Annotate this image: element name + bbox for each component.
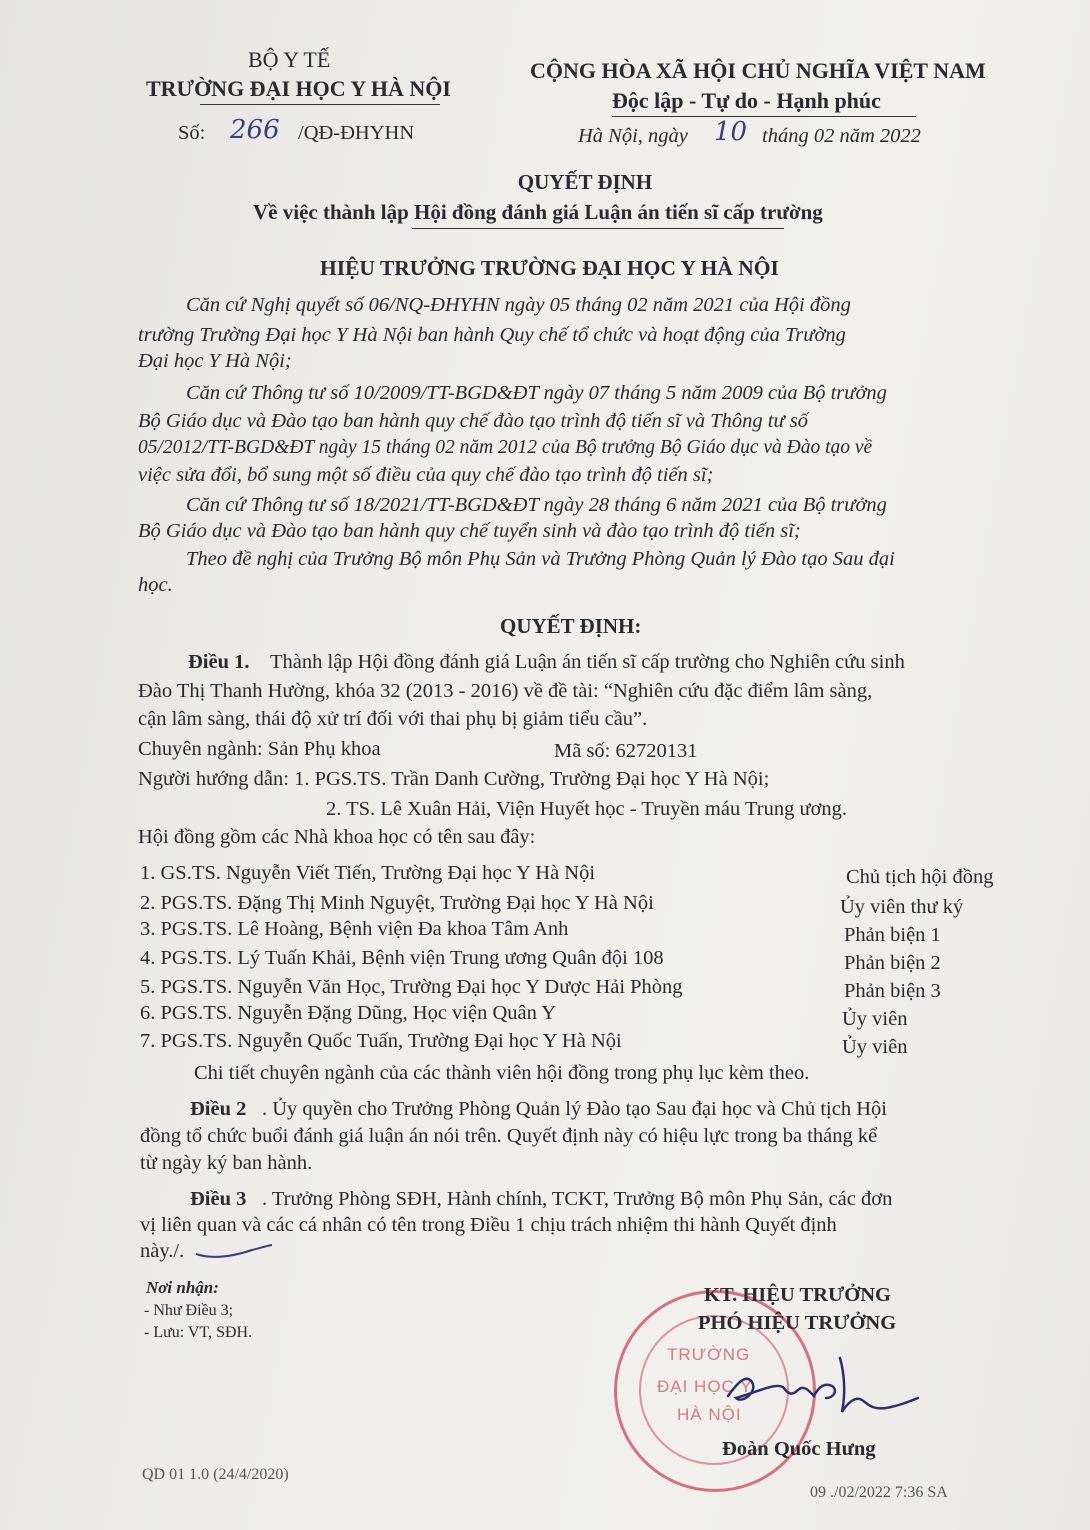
recipients-heading: Nơi nhận: <box>146 1278 219 1297</box>
major-code: Mã số: 62720131 <box>554 740 698 762</box>
country-name: CỘNG HÒA XÃ HỘI CHỦ NGHĨA VIỆT NAM <box>530 58 986 83</box>
signer-position-2: PHÓ HIỆU TRƯỞNG <box>698 1312 897 1334</box>
date-prefix: Hà Nội, ngày <box>578 125 688 147</box>
council-member-role: Phản biện 2 <box>844 952 941 974</box>
preamble-line: Đại học Y Hà Nội; <box>138 350 292 372</box>
decision-number-suffix: /QĐ-ĐHYHN <box>298 122 415 144</box>
appendix-note: Chi tiết chuyên ngành của các thành viên hội đồng trong phụ lục kèm theo. <box>194 1062 810 1084</box>
preamble-line: Căn cứ Nghị quyết số 06/NQ-ĐHYHN ngày 05 tháng 02 năm 2021 của Hội đồng <box>186 294 851 316</box>
signer-position-1: KT. HIỆU TRƯỞNG <box>704 1284 891 1306</box>
handwritten-signature <box>722 1352 922 1432</box>
document-subject: Về việc thành lập Hội đồng đánh giá Luận án tiến sĩ cấp trường <box>253 200 823 224</box>
preamble-line: việc sửa đổi, bổ sung một số điều của quy chế đào tạo trình độ tiến sĩ; <box>138 464 714 486</box>
council-member-name: 6. PGS.TS. Nguyễn Đặng Dũng, Học viện Quân Y <box>140 1002 557 1024</box>
decision-number-value: 266 <box>230 115 280 145</box>
article1-line: cận lâm sàng, thái độ xử trí đối với thai phụ bị giảm tiểu cầu”. <box>138 708 648 730</box>
council-member-name: 3. PGS.TS. Lê Hoàng, Bệnh viện Đa khoa Tâm Anh <box>140 918 569 940</box>
seal-text: ĐẠI HỌC Y <box>657 1377 753 1396</box>
date-day: 10 <box>714 117 748 147</box>
school-underline <box>200 104 440 105</box>
council-member-role: Chủ tịch hội đồng <box>846 866 994 888</box>
recipient-item: - Lưu: VT, SĐH. <box>144 1324 253 1341</box>
handwritten-tail-mark <box>194 1242 274 1262</box>
article3-line: . Trưởng Phòng SĐH, Hành chính, TCKT, Trưởng Bộ môn Phụ Sản, các đơn <box>262 1188 893 1210</box>
article1-label: Điều 1. <box>188 651 250 673</box>
school-name: TRƯỜNG ĐẠI HỌC Y HÀ NỘI <box>146 76 451 101</box>
article2-line: đồng tổ chức buổi đánh giá luận án nói trên. Quyết định này có hiệu lực trong ba tháng kể <box>140 1125 878 1147</box>
council-member-role: Phản biện 3 <box>844 980 941 1002</box>
preamble-line: Bộ Giáo dục và Đào tạo ban hành quy chế đào tạo trình độ tiến sĩ và Thông tư số <box>138 410 808 432</box>
article3-line: vị liên quan và các cá nhân có tên trong Điều 1 chịu trách nhiệm thi hành Quyết định <box>140 1214 837 1236</box>
article2-label: Điều 2 <box>190 1098 247 1120</box>
council-member-role: Phản biện 1 <box>844 924 941 946</box>
council-member-name: 7. PGS.TS. Nguyễn Quốc Tuấn, Trường Đại học Y Hà Nội <box>140 1030 622 1052</box>
date-suffix: tháng 02 năm 2022 <box>762 125 921 147</box>
decision-number-label: Số: <box>178 122 206 144</box>
authority-title: HIỆU TRƯỞNG TRƯỜNG ĐẠI HỌC Y HÀ NỘI <box>320 256 779 280</box>
council-member-name: 2. PGS.TS. Đặng Thị Minh Nguyệt, Trường Đại học Y Hà Nội <box>140 892 654 914</box>
recipient-item: - Như Điều 3; <box>144 1302 234 1319</box>
article2-line: . Ủy quyền cho Trưởng Phòng Quản lý Đào tạo Sau đại học và Chủ tịch Hội <box>262 1098 887 1120</box>
council-member-name: 4. PGS.TS. Lý Tuấn Khải, Bệnh viện Trung ương Quân đội 108 <box>140 947 664 969</box>
seal-text: HÀ NỘI <box>677 1405 742 1424</box>
preamble-line: 05/2012/TT-BGD&ĐT ngày 15 tháng 02 năm 2012 của Bộ trưởng Bộ Giáo dục và Đào tạo về <box>138 437 873 458</box>
preamble-line: Bộ Giáo dục và Đào tạo ban hành quy chế tuyển sinh và đào tạo trình độ tiến sĩ; <box>138 520 801 542</box>
council-member-name: 1. GS.TS. Nguyễn Viết Tiến, Trường Đại học Y Hà Nội <box>140 862 596 884</box>
seal-text: TRƯỜNG <box>667 1345 751 1364</box>
council-intro: Hội đồng gồm các Nhà khoa học có tên sau đây: <box>138 826 536 848</box>
article3-label: Điều 3 <box>190 1188 247 1210</box>
council-member-role: Ủy viên thư ký <box>840 896 964 918</box>
ministry-name: BỘ Y TẾ <box>248 47 331 72</box>
article1-line: Thành lập Hội đồng đánh giá Luận án tiến sĩ cấp trường cho Nghiên cứu sinh <box>270 651 905 673</box>
subject-underline <box>412 228 784 229</box>
document-heading: QUYẾT ĐỊNH <box>517 170 653 194</box>
council-member-role: Ủy viên <box>842 1008 908 1030</box>
print-timestamp: 09 ./02/2022 7:36 SA <box>810 1484 948 1501</box>
signer-name: Đoàn Quốc Hưng <box>722 1438 876 1460</box>
advisor-line: Người hướng dẫn: 1. PGS.TS. Trần Danh Cường, Trường Đại học Y Hà Nội; <box>138 768 770 790</box>
preamble-line: trường Trường Đại học Y Hà Nội ban hành Quy chế tổ chức và hoạt động của Trường <box>138 324 846 346</box>
motto-underline <box>612 116 916 117</box>
article1-line: Đào Thị Thanh Hường, khóa 32 (2013 - 2016) về đề tài: “Nghiên cứu đặc điểm lâm sàng, <box>138 680 873 702</box>
council-member-name: 5. PGS.TS. Nguyễn Văn Học, Trường Đại học Y Dược Hải Phòng <box>140 976 683 998</box>
preamble-line: Căn cứ Thông tư số 10/2009/TT-BGD&ĐT ngày 07 tháng 5 năm 2009 của Bộ trưởng <box>186 382 887 404</box>
national-motto: Độc lập - Tự do - Hạnh phúc <box>612 88 881 113</box>
major-field: Chuyên ngành: Sản Phụ khoa <box>138 738 381 760</box>
council-member-role: Ủy viên <box>842 1036 908 1058</box>
advisor-line: 2. TS. Lê Xuân Hải, Viện Huyết học - Truyền máu Trung ương. <box>326 798 848 820</box>
preamble-line: Căn cứ Thông tư số 18/2021/TT-BGD&ĐT ngày 28 tháng 6 năm 2021 của Bộ trưởng <box>186 494 887 516</box>
article3-line: này./. <box>140 1240 185 1262</box>
form-code: QD 01 1.0 (24/4/2020) <box>142 1466 289 1483</box>
preamble-line: Theo đề nghị của Trưởng Bộ môn Phụ Sản và Trưởng Phòng Quản lý Đào tạo Sau đại <box>186 548 895 570</box>
article2-line: từ ngày ký ban hành. <box>140 1152 313 1174</box>
preamble-line: học. <box>138 574 173 596</box>
decision-heading: QUYẾT ĐỊNH: <box>500 614 642 638</box>
